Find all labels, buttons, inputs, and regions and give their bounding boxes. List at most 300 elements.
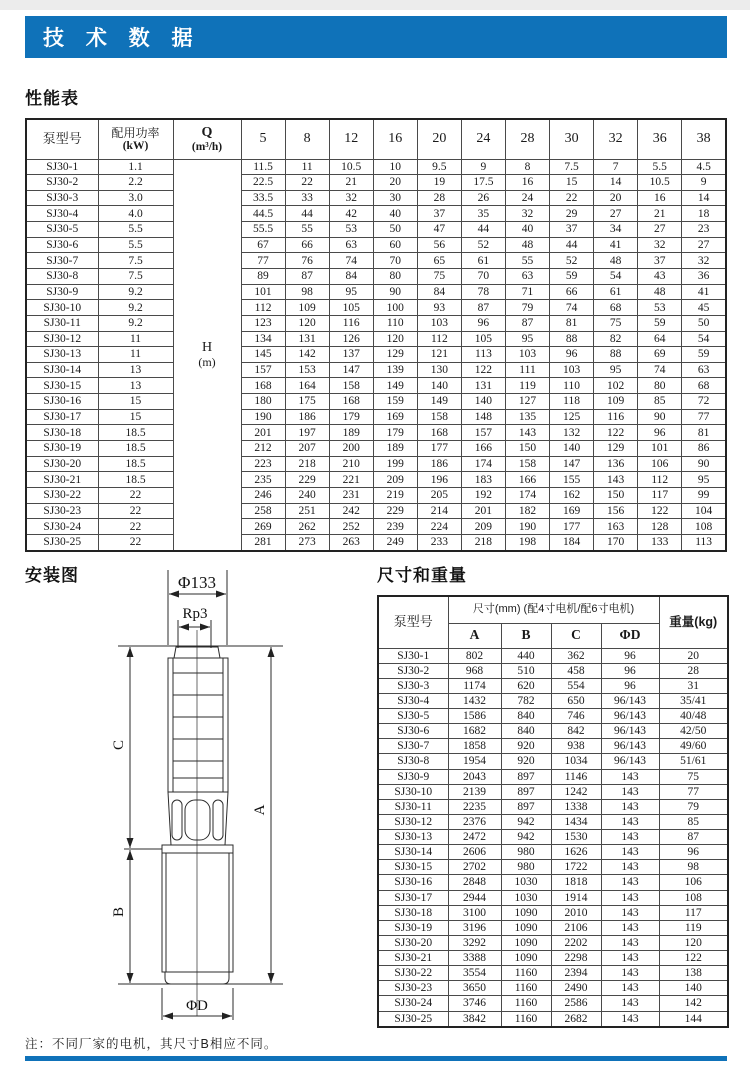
head-value-cell: 252 xyxy=(329,519,373,535)
head-value-cell: 43 xyxy=(638,268,682,284)
dim-c-cell: 362 xyxy=(551,648,601,663)
dim-d-cell: 143 xyxy=(601,860,659,875)
dim-c-cell: 1530 xyxy=(551,830,601,845)
dim-c-cell: 650 xyxy=(551,693,601,708)
head-value-cell: 105 xyxy=(461,331,505,347)
head-value-cell: 192 xyxy=(461,487,505,503)
model-cell: SJ30-12 xyxy=(26,331,98,347)
dims-size-header: 尺寸(mm) (配4寸电机/配6寸电机) xyxy=(448,596,659,623)
section-banner xyxy=(25,16,727,58)
head-value-cell: 140 xyxy=(550,441,594,457)
weight-cell: 98 xyxy=(659,860,728,875)
head-value-cell: 5.5 xyxy=(638,159,682,175)
head-value-cell: 81 xyxy=(550,315,594,331)
head-value-cell: 103 xyxy=(417,315,461,331)
head-value-cell: 37 xyxy=(417,206,461,222)
head-value-cell: 78 xyxy=(461,284,505,300)
head-value-cell: 16 xyxy=(638,190,682,206)
dim-a-cell: 968 xyxy=(448,663,501,678)
head-value-cell: 116 xyxy=(594,409,638,425)
head-value-cell: 75 xyxy=(417,268,461,284)
weight-cell: 96 xyxy=(659,845,728,860)
head-value-cell: 66 xyxy=(550,284,594,300)
head-value-cell: 18 xyxy=(682,206,726,222)
power-cell: 22 xyxy=(98,534,173,551)
head-value-cell: 88 xyxy=(550,331,594,347)
model-cell: SJ30-24 xyxy=(26,519,98,535)
head-value-cell: 218 xyxy=(461,534,505,551)
head-value-cell: 251 xyxy=(285,503,329,519)
head-value-cell: 175 xyxy=(285,394,329,410)
head-value-cell: 80 xyxy=(638,378,682,394)
head-value-cell: 76 xyxy=(285,253,329,269)
head-value-cell: 68 xyxy=(594,300,638,316)
head-value-cell: 106 xyxy=(638,456,682,472)
head-value-cell: 104 xyxy=(682,503,726,519)
head-value-cell: 14 xyxy=(682,190,726,206)
performance-table-row xyxy=(26,503,726,519)
head-value-cell: 273 xyxy=(285,534,329,551)
head-value-cell: 24 xyxy=(505,190,549,206)
dim-d-cell: 143 xyxy=(601,920,659,935)
head-value-cell: 54 xyxy=(594,268,638,284)
head-value-cell: 86 xyxy=(682,441,726,457)
dim-a-cell: 2848 xyxy=(448,875,501,890)
head-value-cell: 21 xyxy=(329,175,373,191)
weight-cell: 119 xyxy=(659,920,728,935)
dimension-table-row xyxy=(378,996,728,1011)
head-value-cell: 139 xyxy=(373,362,417,378)
head-value-cell: 166 xyxy=(505,472,549,488)
model-cell: SJ30-9 xyxy=(378,769,448,784)
dims-col-header-c: C xyxy=(551,623,601,648)
head-value-cell: 117 xyxy=(638,487,682,503)
weight-cell: 142 xyxy=(659,996,728,1011)
head-value-cell: 77 xyxy=(241,253,285,269)
head-value-cell: 174 xyxy=(505,487,549,503)
footnote: 注：不同厂家的电机，其尺寸B相应不同。 xyxy=(25,1037,278,1051)
head-value-cell: 219 xyxy=(373,487,417,503)
dim-d-cell: 96/143 xyxy=(601,754,659,769)
head-value-cell: 128 xyxy=(638,519,682,535)
head-value-cell: 130 xyxy=(417,362,461,378)
weight-cell: 87 xyxy=(659,830,728,845)
banner-title: 技 术 数 据 xyxy=(43,27,201,50)
dim-b-cell: 1090 xyxy=(501,905,551,920)
dimension-table-row xyxy=(378,981,728,996)
head-value-cell: 140 xyxy=(461,394,505,410)
head-value-cell: 168 xyxy=(329,394,373,410)
power-cell: 13 xyxy=(98,362,173,378)
head-value-cell: 14 xyxy=(594,175,638,191)
head-value-cell: 229 xyxy=(373,503,417,519)
power-cell: 18.5 xyxy=(98,472,173,488)
dim-a-cell: 2606 xyxy=(448,845,501,860)
head-value-cell: 122 xyxy=(594,425,638,441)
model-cell: SJ30-9 xyxy=(26,284,98,300)
head-value-cell: 74 xyxy=(329,253,373,269)
head-value-cell: 53 xyxy=(329,222,373,238)
head-value-cell: 221 xyxy=(329,472,373,488)
model-cell: SJ30-22 xyxy=(378,966,448,981)
head-value-cell: 101 xyxy=(241,284,285,300)
dim-c-cell: 1242 xyxy=(551,784,601,799)
head-value-cell: 70 xyxy=(373,253,417,269)
weight-cell: 144 xyxy=(659,1011,728,1027)
dim-a-cell: 1586 xyxy=(448,709,501,724)
bottom-diameter-label: ΦD xyxy=(186,998,208,1014)
head-value-cell: 40 xyxy=(373,206,417,222)
dim-b-cell: 942 xyxy=(501,830,551,845)
head-value-cell: 209 xyxy=(373,472,417,488)
head-value-cell: 113 xyxy=(682,534,726,551)
dim-a-cell: 2376 xyxy=(448,814,501,829)
performance-table-row xyxy=(26,378,726,394)
head-value-cell: 179 xyxy=(329,409,373,425)
head-value-cell: 37 xyxy=(550,222,594,238)
dim-c-cell: 1338 xyxy=(551,799,601,814)
weight-cell: 40/48 xyxy=(659,709,728,724)
head-value-cell: 59 xyxy=(638,315,682,331)
bottom-accent-rule xyxy=(25,1056,727,1061)
dim-d-cell: 143 xyxy=(601,875,659,890)
head-value-cell: 32 xyxy=(682,253,726,269)
head-value-cell: 132 xyxy=(550,425,594,441)
model-cell: SJ30-10 xyxy=(378,784,448,799)
head-value-cell: 77 xyxy=(682,409,726,425)
head-value-cell: 27 xyxy=(594,206,638,222)
head-value-cell: 90 xyxy=(638,409,682,425)
weight-cell: 28 xyxy=(659,663,728,678)
head-value-cell: 87 xyxy=(285,268,329,284)
head-value-cell: 48 xyxy=(638,284,682,300)
head-value-cell: 22.5 xyxy=(241,175,285,191)
weight-cell: 85 xyxy=(659,814,728,829)
head-value-cell: 112 xyxy=(241,300,285,316)
dim-d-cell: 96 xyxy=(601,663,659,678)
dim-d-cell: 143 xyxy=(601,951,659,966)
head-value-cell: 214 xyxy=(417,503,461,519)
model-cell: SJ30-21 xyxy=(378,951,448,966)
dim-c-cell: 2490 xyxy=(551,981,601,996)
head-value-cell: 75 xyxy=(594,315,638,331)
dimension-table-row xyxy=(378,693,728,708)
head-value-cell: 102 xyxy=(594,378,638,394)
model-cell: SJ30-17 xyxy=(378,890,448,905)
head-value-cell: 269 xyxy=(241,519,285,535)
model-cell: SJ30-14 xyxy=(378,845,448,860)
head-value-cell: 200 xyxy=(329,441,373,457)
dim-d-cell: 143 xyxy=(601,905,659,920)
model-cell: SJ30-14 xyxy=(26,362,98,378)
head-value-cell: 93 xyxy=(417,300,461,316)
head-value-cell: 63 xyxy=(505,268,549,284)
performance-table-row xyxy=(26,268,726,284)
model-cell: SJ30-6 xyxy=(378,724,448,739)
head-value-cell: 158 xyxy=(505,456,549,472)
col-header-q20: 20 xyxy=(417,119,461,159)
head-value-cell: 33.5 xyxy=(241,190,285,206)
head-value-cell: 99 xyxy=(682,487,726,503)
model-cell: SJ30-2 xyxy=(378,663,448,678)
performance-table-row xyxy=(26,284,726,300)
head-value-cell: 85 xyxy=(638,394,682,410)
pump-installation-diagram xyxy=(95,562,305,1024)
model-cell: SJ30-6 xyxy=(26,237,98,253)
dim-c-label: C xyxy=(111,739,127,751)
head-value-cell: 87 xyxy=(461,300,505,316)
head-value-cell: 109 xyxy=(594,394,638,410)
head-value-cell: 44 xyxy=(550,237,594,253)
dim-a-cell: 3292 xyxy=(448,935,501,950)
dim-c-cell: 458 xyxy=(551,663,601,678)
head-value-cell: 150 xyxy=(505,441,549,457)
head-value-cell: 129 xyxy=(594,441,638,457)
performance-table-row xyxy=(26,456,726,472)
head-value-cell: 209 xyxy=(461,519,505,535)
dim-b-cell: 1090 xyxy=(501,920,551,935)
head-value-cell: 103 xyxy=(550,362,594,378)
power-cell: 18.5 xyxy=(98,456,173,472)
head-value-cell: 108 xyxy=(682,519,726,535)
head-value-cell: 153 xyxy=(285,362,329,378)
dim-b-cell: 920 xyxy=(501,739,551,754)
head-value-cell: 7 xyxy=(594,159,638,175)
col-header-q32: 32 xyxy=(594,119,638,159)
head-value-cell: 81 xyxy=(682,425,726,441)
dim-a-cell: 2472 xyxy=(448,830,501,845)
head-value-cell: 96 xyxy=(461,315,505,331)
dim-d-cell: 96/143 xyxy=(601,724,659,739)
head-value-cell: 16 xyxy=(505,175,549,191)
head-value-cell: 50 xyxy=(373,222,417,238)
weight-cell: 79 xyxy=(659,799,728,814)
head-value-cell: 223 xyxy=(241,456,285,472)
head-value-cell: 29 xyxy=(550,206,594,222)
power-cell: 11 xyxy=(98,331,173,347)
head-value-cell: 98 xyxy=(285,284,329,300)
performance-table-row xyxy=(26,441,726,457)
head-value-cell: 149 xyxy=(373,378,417,394)
head-value-cell: 66 xyxy=(285,237,329,253)
head-value-cell: 11.5 xyxy=(241,159,285,175)
head-value-cell: 23 xyxy=(682,222,726,238)
dim-d-cell: 96/143 xyxy=(601,739,659,754)
head-value-cell: 240 xyxy=(285,487,329,503)
model-cell: SJ30-4 xyxy=(26,206,98,222)
dim-c-cell: 2586 xyxy=(551,996,601,1011)
head-value-cell: 143 xyxy=(594,472,638,488)
head-value-cell: 131 xyxy=(461,378,505,394)
head-value-cell: 15 xyxy=(550,175,594,191)
dim-d-cell: 143 xyxy=(601,830,659,845)
head-value-cell: 35 xyxy=(461,206,505,222)
power-cell: 7.5 xyxy=(98,268,173,284)
head-value-cell: 55 xyxy=(285,222,329,238)
weight-cell: 140 xyxy=(659,981,728,996)
head-value-cell: 65 xyxy=(417,253,461,269)
col-header-q36: 36 xyxy=(638,119,682,159)
head-value-cell: 140 xyxy=(417,378,461,394)
head-value-cell: 40 xyxy=(505,222,549,238)
performance-table-row xyxy=(26,472,726,488)
head-value-cell: 111 xyxy=(505,362,549,378)
head-value-cell: 17.5 xyxy=(461,175,505,191)
dimension-table-row xyxy=(378,890,728,905)
dim-d-cell: 96/143 xyxy=(601,709,659,724)
power-cell: 3.0 xyxy=(98,190,173,206)
head-value-cell: 100 xyxy=(373,300,417,316)
model-cell: SJ30-22 xyxy=(26,487,98,503)
dim-c-cell: 746 xyxy=(551,709,601,724)
head-value-cell: 133 xyxy=(638,534,682,551)
model-cell: SJ30-11 xyxy=(378,799,448,814)
performance-table-row xyxy=(26,487,726,503)
dimension-table-row xyxy=(378,648,728,663)
model-cell: SJ30-13 xyxy=(378,830,448,845)
model-cell: SJ30-23 xyxy=(26,503,98,519)
head-value-cell: 121 xyxy=(417,347,461,363)
head-value-cell: 109 xyxy=(285,300,329,316)
head-value-cell: 79 xyxy=(505,300,549,316)
head-value-cell: 186 xyxy=(285,409,329,425)
performance-table-row xyxy=(26,394,726,410)
head-value-cell: 71 xyxy=(505,284,549,300)
dim-a-cell: 802 xyxy=(448,648,501,663)
dim-c-cell: 1434 xyxy=(551,814,601,829)
performance-header-row xyxy=(26,119,726,159)
head-value-cell: 143 xyxy=(505,425,549,441)
power-cell: 22 xyxy=(98,519,173,535)
dim-c-cell: 2394 xyxy=(551,966,601,981)
head-value-cell: 37 xyxy=(638,253,682,269)
weight-cell: 35/41 xyxy=(659,693,728,708)
dim-c-cell: 1626 xyxy=(551,845,601,860)
head-value-cell: 174 xyxy=(461,456,505,472)
dim-b-cell: 980 xyxy=(501,860,551,875)
head-value-cell: 127 xyxy=(505,394,549,410)
head-value-cell: 281 xyxy=(241,534,285,551)
head-value-cell: 33 xyxy=(285,190,329,206)
dimension-table-row xyxy=(378,769,728,784)
dim-a-cell: 2139 xyxy=(448,784,501,799)
col-header-q5: 5 xyxy=(241,119,285,159)
head-value-cell: 126 xyxy=(329,331,373,347)
head-value-cell: 105 xyxy=(329,300,373,316)
head-value-cell: 113 xyxy=(461,347,505,363)
performance-table-row xyxy=(26,362,726,378)
power-cell: 5.5 xyxy=(98,237,173,253)
dim-b-cell: 897 xyxy=(501,769,551,784)
model-cell: SJ30-5 xyxy=(378,709,448,724)
head-value-cell: 158 xyxy=(417,409,461,425)
dim-a-cell: 3196 xyxy=(448,920,501,935)
head-value-cell: 70 xyxy=(461,268,505,284)
model-cell: SJ30-10 xyxy=(26,300,98,316)
head-value-cell: 90 xyxy=(682,456,726,472)
dim-a-cell: 1174 xyxy=(448,678,501,693)
head-value-cell: 68 xyxy=(682,378,726,394)
head-value-cell: 45 xyxy=(682,300,726,316)
dimension-table-row xyxy=(378,663,728,678)
dim-c-cell: 2298 xyxy=(551,951,601,966)
dimension-table-row xyxy=(378,935,728,950)
dim-d-cell: 96 xyxy=(601,648,659,663)
head-value-cell: 147 xyxy=(329,362,373,378)
performance-table-row xyxy=(26,300,726,316)
head-value-cell: 224 xyxy=(417,519,461,535)
dim-b-cell: 1160 xyxy=(501,1011,551,1027)
col-header-q8: 8 xyxy=(285,119,329,159)
head-value-cell: 84 xyxy=(329,268,373,284)
model-cell: SJ30-18 xyxy=(378,905,448,920)
dim-b-cell: 1160 xyxy=(501,981,551,996)
head-value-cell: 131 xyxy=(285,331,329,347)
model-cell: SJ30-19 xyxy=(26,441,98,457)
dim-c-cell: 2682 xyxy=(551,1011,601,1027)
performance-table-row xyxy=(26,519,726,535)
dimension-table-row xyxy=(378,814,728,829)
head-value-cell: 170 xyxy=(594,534,638,551)
model-cell: SJ30-8 xyxy=(26,268,98,284)
col-header-power: 配用功率 (kW) xyxy=(98,119,173,159)
model-cell: SJ30-23 xyxy=(378,981,448,996)
head-value-cell: 32 xyxy=(505,206,549,222)
power-cell: 9.2 xyxy=(98,284,173,300)
head-value-cell: 32 xyxy=(638,237,682,253)
head-value-cell: 74 xyxy=(550,300,594,316)
head-value-cell: 112 xyxy=(417,331,461,347)
dims-col-header-a: A xyxy=(448,623,501,648)
dimension-weight-table xyxy=(377,595,729,1028)
dimension-table-row xyxy=(378,905,728,920)
model-cell: SJ30-16 xyxy=(26,394,98,410)
model-cell: SJ30-19 xyxy=(378,920,448,935)
performance-table-row xyxy=(26,222,726,238)
head-value-cell: 56 xyxy=(417,237,461,253)
head-value-cell: 63 xyxy=(329,237,373,253)
head-value-cell: 168 xyxy=(241,378,285,394)
head-value-cell: 110 xyxy=(373,315,417,331)
power-cell: 11 xyxy=(98,347,173,363)
head-value-cell: 190 xyxy=(241,409,285,425)
col-header-q28: 28 xyxy=(505,119,549,159)
dim-b-cell: 1090 xyxy=(501,951,551,966)
head-value-cell: 7.5 xyxy=(550,159,594,175)
dim-c-cell: 1722 xyxy=(551,860,601,875)
weight-cell: 51/61 xyxy=(659,754,728,769)
head-value-cell: 249 xyxy=(373,534,417,551)
weight-cell: 49/60 xyxy=(659,739,728,754)
head-value-cell: 150 xyxy=(594,487,638,503)
thread-label: Rp3 xyxy=(182,606,208,622)
head-value-cell: 155 xyxy=(550,472,594,488)
dim-d-cell: 143 xyxy=(601,814,659,829)
dim-a-cell: 2235 xyxy=(448,799,501,814)
performance-table-row xyxy=(26,190,726,206)
dims-section-title: 尺寸和重量 xyxy=(377,566,467,585)
head-value-cell: 184 xyxy=(550,534,594,551)
head-value-cell: 180 xyxy=(241,394,285,410)
head-value-cell: 54 xyxy=(682,331,726,347)
weight-cell: 77 xyxy=(659,784,728,799)
performance-table-row xyxy=(26,253,726,269)
head-value-cell: 179 xyxy=(373,425,417,441)
weight-cell: 138 xyxy=(659,966,728,981)
head-value-cell: 67 xyxy=(241,237,285,253)
dim-a-label: A xyxy=(252,804,268,816)
model-cell: SJ30-25 xyxy=(378,1011,448,1027)
